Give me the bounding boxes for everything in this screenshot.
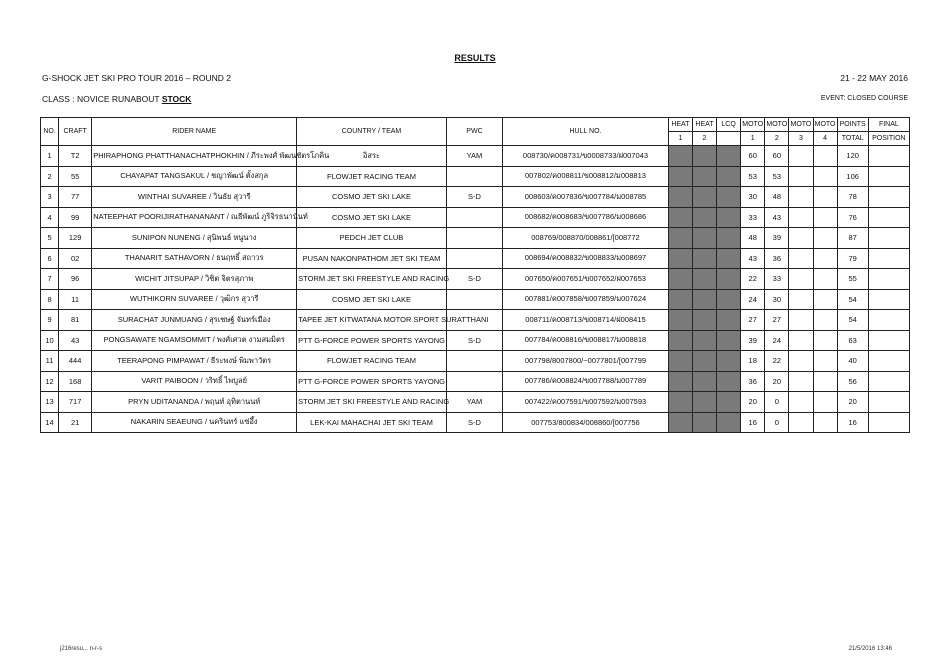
cell-moto3 — [789, 371, 813, 392]
table-row — [41, 248, 910, 269]
col-craft: CRAFT — [59, 118, 92, 146]
cell-country: FLOWJET RACING TEAM — [297, 166, 447, 187]
cell-hull: 007786/ค008824/ข007788/ม007789 — [503, 371, 669, 392]
cell-craft: 55 — [59, 166, 92, 187]
cell-moto1: 30 — [741, 187, 765, 208]
event-title: G-SHOCK JET SKI PRO TOUR 2016 – ROUND 2 — [42, 73, 231, 83]
table-row — [41, 371, 910, 392]
cell-moto4 — [813, 310, 837, 331]
cell-rider: PRYN UDITANANDA / พฤนท์ อุทิตานนท์ — [92, 392, 297, 413]
cell-moto1: 24 — [741, 289, 765, 310]
cell-heat2 — [692, 187, 716, 208]
cell-heat1 — [668, 146, 692, 167]
cell-moto3 — [789, 187, 813, 208]
cell-moto4 — [813, 207, 837, 228]
cell-pwc: S-D — [446, 269, 502, 290]
cell-no: 3 — [41, 187, 59, 208]
cell-moto3 — [789, 392, 813, 413]
cell-craft: T2 — [59, 146, 92, 167]
results-table — [40, 117, 910, 433]
event-status: EVENT: CLOSED COURSE — [820, 95, 908, 102]
table-row — [41, 330, 910, 351]
cell-craft: 43 — [59, 330, 92, 351]
cell-craft: 11 — [59, 289, 92, 310]
cell-moto3 — [789, 228, 813, 249]
cell-pwc — [446, 248, 502, 269]
cell-moto4 — [813, 269, 837, 290]
cell-hull: 008769/008870/008861/[008772 — [503, 228, 669, 249]
cell-hull: 007798/8007800/~0077801/[007799 — [503, 351, 669, 372]
cell-hull: 008682/ค008683/ข007786/ม008686 — [503, 207, 669, 228]
cell-rider: SUNIPON NUNENG / สุนิพนธ์ หนูนาง — [92, 228, 297, 249]
cell-rider: NAKARIN SEAEUNG / นครินทร์ แซ่อึ้ง — [92, 412, 297, 433]
cell-no: 4 — [41, 207, 59, 228]
cell-pwc: S-D — [446, 330, 502, 351]
cell-rider: WINTHAI SUVAREE / วินธัย สุวารี — [92, 187, 297, 208]
cell-moto1: 33 — [741, 207, 765, 228]
cell-rider: CHAYAPAT TANGSAKUL / ชญาพัฒน์ ตั้งสกุล — [92, 166, 297, 187]
cell-heat2 — [692, 207, 716, 228]
cell-no: 6 — [41, 248, 59, 269]
cell-heat2 — [692, 351, 716, 372]
cell-moto2: 0 — [765, 412, 789, 433]
cell-total: 106 — [837, 166, 868, 187]
table-row — [41, 166, 910, 187]
cell-no: 12 — [41, 371, 59, 392]
cell-moto1: 60 — [741, 146, 765, 167]
cell-lcq — [717, 248, 741, 269]
cell-position — [868, 371, 909, 392]
cell-country: PUSAN NAKONPATHOM JET SKI TEAM — [297, 248, 447, 269]
table-row — [41, 392, 910, 413]
cell-lcq — [717, 289, 741, 310]
cell-moto1: 27 — [741, 310, 765, 331]
cell-position — [868, 351, 909, 372]
cell-no: 10 — [41, 330, 59, 351]
cell-craft: 717 — [59, 392, 92, 413]
cell-pwc: S-D — [446, 412, 502, 433]
cell-moto1: 16 — [741, 412, 765, 433]
cell-hull: 007881/ค007858/ข007859/ม007624 — [503, 289, 669, 310]
cell-lcq — [717, 412, 741, 433]
cell-hull: 007650/ค007651/ข007652/ฝ007653 — [503, 269, 669, 290]
cell-pwc — [446, 228, 502, 249]
cell-moto1: 18 — [741, 351, 765, 372]
col-position: POSITION — [868, 132, 909, 146]
cell-position — [868, 412, 909, 433]
footer-filename: j216resu... n-r-s — [60, 646, 103, 652]
table-header — [41, 118, 910, 146]
cell-heat2 — [692, 412, 716, 433]
cell-total: 16 — [837, 412, 868, 433]
cell-position — [868, 146, 909, 167]
cell-pwc — [446, 207, 502, 228]
cell-position — [868, 166, 909, 187]
cell-no: 7 — [41, 269, 59, 290]
cell-heat1 — [668, 330, 692, 351]
cell-heat1 — [668, 351, 692, 372]
col-country: COUNTRY / TEAM — [297, 118, 447, 146]
cell-heat1 — [668, 187, 692, 208]
col-moto4: MOTO — [813, 118, 837, 132]
cell-heat2 — [692, 248, 716, 269]
cell-heat2 — [692, 392, 716, 413]
cell-moto2: 24 — [765, 330, 789, 351]
results-title: RESULTS — [454, 53, 496, 63]
cell-craft: 81 — [59, 310, 92, 331]
cell-lcq — [717, 187, 741, 208]
cell-total: 56 — [837, 371, 868, 392]
cell-moto4 — [813, 248, 837, 269]
cell-country: STORM JET SKI FREESTYLE AND RACING — [297, 269, 447, 290]
cell-hull: 008603/ค007836/ข007784/ม008785 — [503, 187, 669, 208]
cell-rider: THANARIT SATHAVORN / ธนฤทธิ์ สถาวร — [92, 248, 297, 269]
cell-no: 8 — [41, 289, 59, 310]
cell-position — [868, 289, 909, 310]
cell-lcq — [717, 371, 741, 392]
cell-rider: PHIRAPHONG PHATTHANACHATPHOKHIN / ภีระพงศ์ พัฒนชัตรโภคิน — [92, 146, 297, 167]
cell-lcq — [717, 146, 741, 167]
col-moto1: MOTO — [741, 118, 765, 132]
cell-moto3 — [789, 166, 813, 187]
cell-moto4 — [813, 371, 837, 392]
col-hull: HULL NO. — [503, 118, 669, 146]
cell-country: PEDCH JET CLUB — [297, 228, 447, 249]
cell-heat1 — [668, 412, 692, 433]
cell-moto2: 39 — [765, 228, 789, 249]
cell-position — [868, 248, 909, 269]
cell-lcq — [717, 207, 741, 228]
cell-position — [868, 207, 909, 228]
col-moto4-num: 4 — [813, 132, 837, 146]
cell-moto3 — [789, 248, 813, 269]
cell-moto1: 22 — [741, 269, 765, 290]
col-moto1-num: 1 — [741, 132, 765, 146]
cell-heat1 — [668, 289, 692, 310]
cell-rider: PONGSAWATE NGAMSOMMIT / พงศ์เศวต งามสมมิตร — [92, 330, 297, 351]
col-heat1-num: 1 — [668, 132, 692, 146]
cell-moto1: 48 — [741, 228, 765, 249]
cell-moto2: 43 — [765, 207, 789, 228]
cell-position — [868, 269, 909, 290]
cell-moto3 — [789, 412, 813, 433]
cell-heat1 — [668, 392, 692, 413]
cell-craft: 129 — [59, 228, 92, 249]
cell-lcq — [717, 351, 741, 372]
cell-total: 54 — [837, 310, 868, 331]
cell-pwc: S-D — [446, 187, 502, 208]
cell-position — [868, 330, 909, 351]
cell-heat2 — [692, 166, 716, 187]
cell-no: 13 — [41, 392, 59, 413]
cell-moto1: 43 — [741, 248, 765, 269]
cell-hull: 007422/ค007591/ข007592/ม007593 — [503, 392, 669, 413]
cell-heat2 — [692, 371, 716, 392]
cell-total: 79 — [837, 248, 868, 269]
cell-no: 2 — [41, 166, 59, 187]
col-pwc: PWC — [446, 118, 502, 146]
cell-moto4 — [813, 146, 837, 167]
cell-hull: 008730/ค008731/ข0008733/ฝ007043 — [503, 146, 669, 167]
cell-position — [868, 187, 909, 208]
cell-lcq — [717, 330, 741, 351]
table-row — [41, 207, 910, 228]
cell-moto2: 53 — [765, 166, 789, 187]
cell-country: STORM JET SKI FREESTYLE AND RACING — [297, 392, 447, 413]
cell-moto2: 36 — [765, 248, 789, 269]
cell-country: FLOWJET RACING TEAM — [297, 351, 447, 372]
cell-moto4 — [813, 187, 837, 208]
cell-craft: 99 — [59, 207, 92, 228]
cell-moto3 — [789, 351, 813, 372]
cell-craft: 77 — [59, 187, 92, 208]
cell-moto2: 20 — [765, 371, 789, 392]
cell-country: อิสระ — [297, 146, 447, 167]
cell-moto4 — [813, 412, 837, 433]
cell-moto4 — [813, 392, 837, 413]
cell-moto2: 22 — [765, 351, 789, 372]
cell-rider: NATEEPHAT POORIJIRATHANANANT / ณธีพัฒน์ ภูริจิรธนานันท์ — [92, 207, 297, 228]
cell-lcq — [717, 166, 741, 187]
cell-pwc — [446, 166, 502, 187]
cell-total: 87 — [837, 228, 868, 249]
cell-moto4 — [813, 351, 837, 372]
cell-rider: TEERAPONG PIMPAWAT / ธีระพงษ์ พิมพาวัตร — [92, 351, 297, 372]
cell-moto4 — [813, 330, 837, 351]
cell-pwc — [446, 289, 502, 310]
cell-moto3 — [789, 289, 813, 310]
table-row — [41, 269, 910, 290]
cell-total: 20 — [837, 392, 868, 413]
cell-total: 55 — [837, 269, 868, 290]
cell-total: 54 — [837, 289, 868, 310]
cell-rider: VARIT PAIBOON / วริทธิ์ ไพบูลย์ — [92, 371, 297, 392]
table-row — [41, 412, 910, 433]
cell-moto1: 39 — [741, 330, 765, 351]
cell-heat2 — [692, 228, 716, 249]
cell-country: COSMO JET SKI LAKE — [297, 187, 447, 208]
col-moto3-num: 3 — [789, 132, 813, 146]
cell-moto1: 53 — [741, 166, 765, 187]
cell-moto1: 20 — [741, 392, 765, 413]
cell-lcq — [717, 310, 741, 331]
cell-total: 78 — [837, 187, 868, 208]
cell-moto3 — [789, 207, 813, 228]
cell-heat2 — [692, 289, 716, 310]
cell-heat1 — [668, 166, 692, 187]
cell-rider: WUTHIKORN SUVAREE / วุฒิกร สุวารี — [92, 289, 297, 310]
cell-moto3 — [789, 330, 813, 351]
cell-moto2: 33 — [765, 269, 789, 290]
cell-moto4 — [813, 166, 837, 187]
col-heat2: HEAT — [692, 118, 716, 132]
cell-pwc — [446, 351, 502, 372]
cell-total: 63 — [837, 330, 868, 351]
cell-hull: 007784/ค008816/ข008817/ม008818 — [503, 330, 669, 351]
cell-craft: 02 — [59, 248, 92, 269]
cell-moto2: 48 — [765, 187, 789, 208]
class-line — [42, 94, 191, 104]
cell-moto1: 36 — [741, 371, 765, 392]
cell-lcq — [717, 269, 741, 290]
cell-craft: 444 — [59, 351, 92, 372]
cell-hull: 007753/800834/008860/[007756 — [503, 412, 669, 433]
cell-position — [868, 392, 909, 413]
cell-rider: SURACHAT JUNMUANG / สุรเชษฐ์ จันทร์เมือง — [92, 310, 297, 331]
col-lcq-blank — [717, 132, 741, 146]
cell-pwc: YAM — [446, 146, 502, 167]
cell-moto2: 0 — [765, 392, 789, 413]
col-heat1: HEAT — [668, 118, 692, 132]
cell-no: 11 — [41, 351, 59, 372]
cell-total: 120 — [837, 146, 868, 167]
cell-no: 14 — [41, 412, 59, 433]
cell-heat1 — [668, 269, 692, 290]
col-moto2: MOTO — [765, 118, 789, 132]
cell-heat2 — [692, 310, 716, 331]
event-date: 21 - 22 MAY 2016 — [840, 73, 908, 83]
cell-pwc: YAM — [446, 392, 502, 413]
table-row — [41, 146, 910, 167]
cell-heat1 — [668, 248, 692, 269]
cell-moto2: 30 — [765, 289, 789, 310]
cell-craft: 21 — [59, 412, 92, 433]
table-row — [41, 310, 910, 331]
col-heat2-num: 2 — [692, 132, 716, 146]
cell-hull: 008694/ค008832/ข008833/ม008697 — [503, 248, 669, 269]
col-points: POINTS — [837, 118, 868, 132]
cell-no: 9 — [41, 310, 59, 331]
cell-country: COSMO JET SKI LAKE — [297, 207, 447, 228]
cell-moto3 — [789, 146, 813, 167]
cell-no: 1 — [41, 146, 59, 167]
class-prefix: CLASS : NOVICE RUNABOUT — [42, 94, 162, 104]
cell-moto3 — [789, 310, 813, 331]
table-body — [41, 146, 910, 433]
table-row — [41, 187, 910, 208]
col-no: NO. — [41, 118, 59, 146]
col-moto2-num: 2 — [765, 132, 789, 146]
cell-rider: WICHIT JITSUPAP / วิชิต จิตรสุภาพ — [92, 269, 297, 290]
cell-country: LEK-KAI MAHACHAI JET SKI TEAM — [297, 412, 447, 433]
cell-hull: 008711/ค008713/ข008714/ฝ008415 — [503, 310, 669, 331]
cell-moto4 — [813, 289, 837, 310]
table-row — [41, 228, 910, 249]
cell-heat1 — [668, 207, 692, 228]
cell-no: 5 — [41, 228, 59, 249]
cell-country: COSMO JET SKI LAKE — [297, 289, 447, 310]
cell-heat1 — [668, 310, 692, 331]
cell-moto2: 60 — [765, 146, 789, 167]
cell-hull: 007802/ค008811/ข008812/ม008813 — [503, 166, 669, 187]
class-name: STOCK — [161, 94, 192, 104]
col-moto3: MOTO — [789, 118, 813, 132]
cell-craft: 96 — [59, 269, 92, 290]
cell-heat1 — [668, 228, 692, 249]
cell-moto4 — [813, 228, 837, 249]
cell-country: PTT G-FORCE POWER SPORTS YAYONG — [297, 330, 447, 351]
col-total: TOTAL — [837, 132, 868, 146]
cell-moto3 — [789, 269, 813, 290]
cell-total: 40 — [837, 351, 868, 372]
cell-heat2 — [692, 146, 716, 167]
col-final: FINAL — [868, 118, 909, 132]
cell-heat2 — [692, 330, 716, 351]
cell-moto2: 27 — [765, 310, 789, 331]
cell-heat1 — [668, 371, 692, 392]
cell-lcq — [717, 392, 741, 413]
table-row — [41, 351, 910, 372]
cell-country: TAPEE JET KITWATANA MOTOR SPORT SURATTHANI — [297, 310, 447, 331]
cell-total: 76 — [837, 207, 868, 228]
cell-pwc — [446, 371, 502, 392]
cell-position — [868, 228, 909, 249]
col-lcq: LCQ — [717, 118, 741, 132]
footer-timestamp: 21/5/2016 13:46 — [848, 646, 892, 652]
cell-country: PTT G-FORCE POWER SPORTS YAYONG — [297, 371, 447, 392]
cell-craft: 168 — [59, 371, 92, 392]
cell-lcq — [717, 228, 741, 249]
col-rider: RIDER NAME — [92, 118, 297, 146]
cell-position — [868, 310, 909, 331]
cell-heat2 — [692, 269, 716, 290]
table-row — [41, 289, 910, 310]
